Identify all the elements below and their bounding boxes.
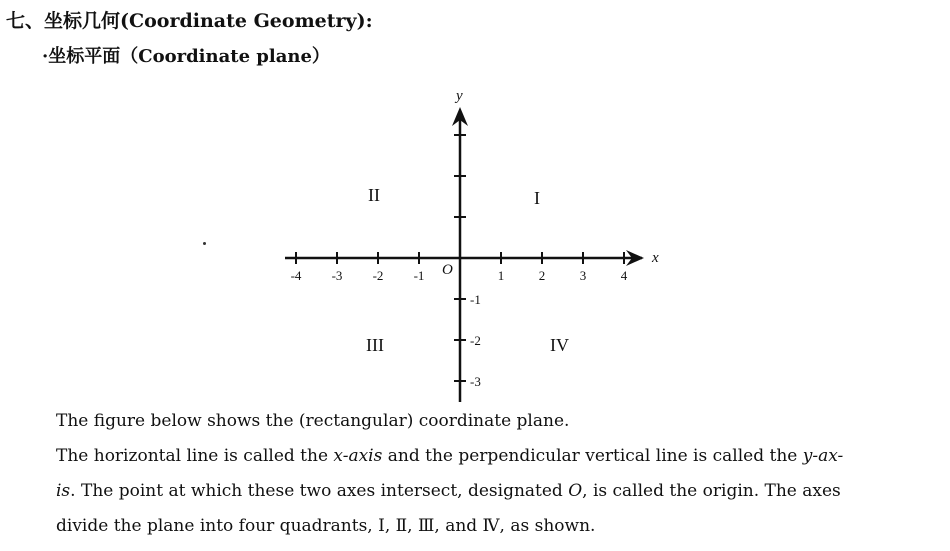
text-segment: . The point at which these two axes intersect, designated <box>70 481 569 501</box>
coordinate-plane-figure <box>270 80 680 410</box>
stray-dot <box>203 242 206 245</box>
y-axis-label: y <box>456 88 463 104</box>
axes <box>285 107 644 402</box>
y-axis-term-part2: is <box>56 481 71 501</box>
definition-line-2 <box>56 474 944 509</box>
text-segment: The horizontal line is called the <box>56 446 334 466</box>
text-segment: and the perpendicular vertical line is called the <box>382 446 803 466</box>
x-tick-label: 4 <box>620 268 628 283</box>
definition-line-3: divide the plane into four quadrants, Ⅰ, Ⅱ, Ⅲ, and Ⅳ, as shown. <box>56 516 596 536</box>
intro-paragraph: The figure below shows the (rectangular) coordinate plane. <box>56 411 570 431</box>
x-tick-label: -2 <box>372 268 384 283</box>
subsection-heading: ·坐标平面（Coordinate plane） <box>42 46 330 67</box>
definition-line-1 <box>56 439 944 474</box>
x-tick-label: 2 <box>538 268 546 283</box>
text-segment: , is called the origin. The axes <box>582 481 841 501</box>
x-tick-label: -1 <box>413 268 425 283</box>
x-axis-term: x-axis <box>333 446 383 466</box>
x-tick-label: 1 <box>497 268 505 283</box>
x-tick-label: -4 <box>290 268 302 283</box>
origin-term: O <box>568 481 583 501</box>
quadrant-i-label: I <box>534 188 540 208</box>
y-tick-label: -1 <box>470 292 481 307</box>
y-tick-label: -2 <box>470 333 481 348</box>
quadrant-ii-label: II <box>368 185 380 205</box>
x-axis-label: x <box>652 250 659 266</box>
section-heading: 七、坐标几何(Coordinate Geometry): <box>6 10 373 32</box>
definition-paragraph <box>56 439 944 544</box>
quadrant-iii-label: III <box>366 335 384 355</box>
x-tick-label: 3 <box>579 268 587 283</box>
quadrant-iv-label: IV <box>550 335 569 355</box>
y-tick-label: -3 <box>470 374 481 389</box>
y-axis-term-part1: y-ax- <box>802 446 844 466</box>
origin-label: O <box>442 262 453 278</box>
x-tick-label: -3 <box>331 268 343 283</box>
